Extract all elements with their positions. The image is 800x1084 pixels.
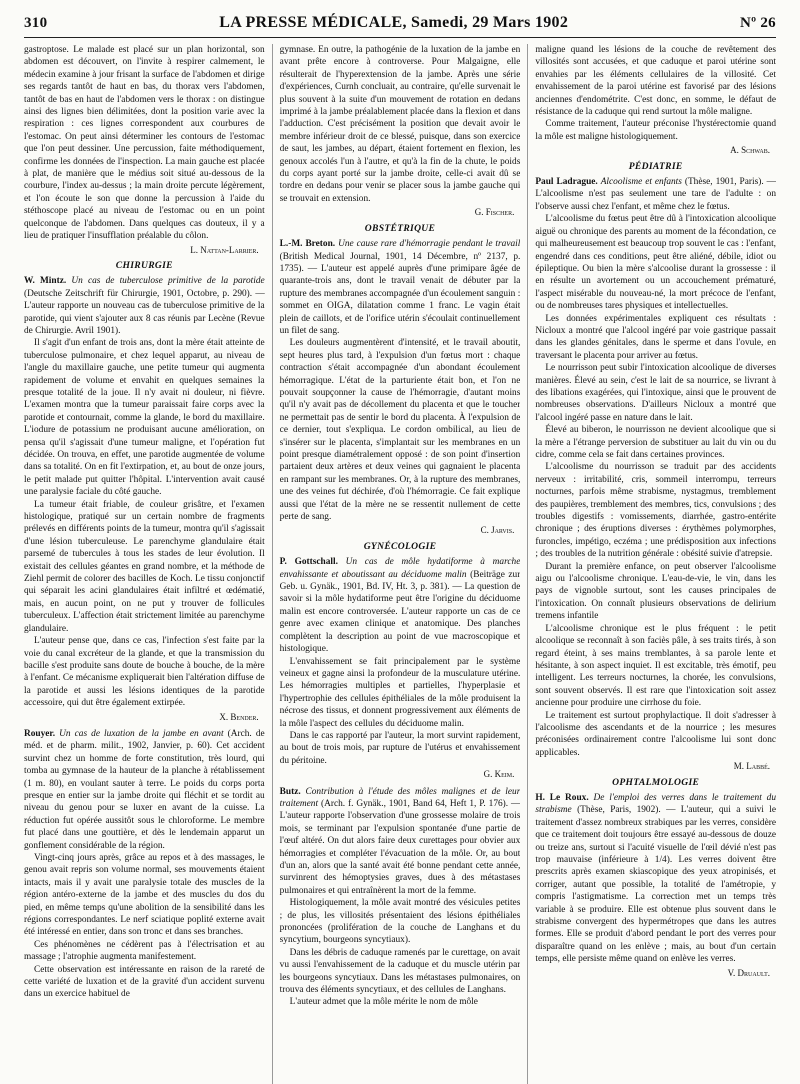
column-2	[272, 44, 521, 1084]
page-number: 310	[24, 15, 48, 31]
paragraph: Cette observation est intéressante en raison de la rareté de cette variété de luxation et de la gravité d'un accident survenu dans un exercice habituel de	[24, 964, 265, 1000]
paragraph: maligne quand les lésions de la couche de revêtement des villosités sont accusées, et que caduque et paroi utérine sont envahies par les éléments cellulaires de la villosité. Cet envahissement de la paroi utérine est favorisé par des lésions anciennes d'endométrite. C'est donc, en somme, le défaut de résistance de la caduque qui rend surtout la môle maligne.	[535, 45, 776, 118]
article-author: Paul Ladrague.	[535, 177, 598, 188]
paragraph: L'alcoolisme chronique est le plus fréquent : le petit alcoolique se reconnaît à son faciès pâle, à ses traits tirés, à son regard éteint, à ses mains tremblantes, à sa parole lente et hésitante, à son aspect inquiet. Il est excitable, très émotif, peu intelligent. Les terreurs nocturnes, la chorée, les convulsions, sont souvent observés. Il est rare que l'intoxication soit assez ancienne pour produire une cirrhose du foie.	[535, 623, 776, 709]
gastroptose-article-end	[24, 44, 265, 256]
article-title: Une cause rare d'hémorragie pendant le travail	[338, 239, 521, 250]
article-lead	[535, 176, 776, 213]
article-lead-text: (Thèse, Paris, 1902). — L'auteur, qui a suivi le traitement d'assez nombreux strabiques par les verres, considère que ce traitement doit toujours être essayé au-dessous de douze ou treize ans, surtout si l'acuité visuelle de l'œil dévié n'est pas trop mauvaise (inférieure à 1/4). Les verres doivent être prescrits après examen skiascopique des yeux atropinisés, et corriger, autant que possible, la totalité de l'amétropie, y compris l'astigmatisme. La correction met un temps très variable à se produire. Elle est obtenue plus souvent dans le strabisme convergent des hypermétropes que dans les autres formes. Elle se produit d'abord pendant le port des verres pour disparaître quand on les enlève ; mais, au bout d'un certain temps, elle persiste même quand on enlève les verres.	[535, 805, 776, 965]
article-lead-text: (Beiträge zur Geb. u. Gynäk., 1901, Bd. IV, Ht. 3, p. 381). — La question de savoir si la môle hydatiforme peut être l'origine du déciduome malin est encore controversée. L'auteur rapporte un cas de ce genre avec examen clinique et anatomique. Des planches complètent la description au point de vue macroscopique et histologique.	[279, 569, 521, 655]
signature: G. Fischer.	[474, 207, 515, 218]
article-breton	[280, 238, 521, 537]
article-lead	[280, 786, 521, 898]
article-gottschall	[280, 556, 521, 780]
journal-title: LA PRESSE MÉDICALE, Samedi, 29 Mars 1902	[219, 14, 569, 31]
article-lead	[280, 238, 521, 337]
paragraph: Histologiquement, la môle avait montré des vésicules petites ; de plus, les villosités présentaient des lésions épithéliales prononcées (prolifération de la couche de Langhans et du syncytium, bourgeons syncytiaux).	[279, 898, 521, 946]
section-heading-chirurgie: CHIRURGIE	[115, 259, 173, 271]
signature: V. Druault.	[727, 967, 771, 978]
signature: L. Nattan-Larrier.	[190, 244, 259, 255]
signature: C. Jarvis.	[480, 525, 515, 536]
article-ladrague	[535, 176, 776, 773]
column-1	[24, 44, 265, 1084]
article-lead	[24, 275, 265, 337]
paragraph: Durant la première enfance, on peut observer l'alcoolisme aigu ou l'alcoolisme chronique. L'eau-de-vie, le vin, dans les pays de vignoble surtout, sont les causes principales de l'intoxication. On connaît plusieurs observations de delirium tremens infantile	[535, 561, 776, 622]
signature: M. Labbé.	[733, 761, 771, 772]
signature: G. Keim.	[483, 769, 515, 780]
article-title: Contribution à l'étude des môles malignes et de leur traitement	[279, 786, 521, 809]
signature: A. Schwab.	[730, 145, 771, 156]
paragraph: L'auteur admet que la môle mérite le nom de môle	[289, 997, 478, 1008]
paragraph: Comme traitement, l'auteur préconise l'hystérectomie quand la môle est maligne histologiquement.	[535, 119, 776, 142]
issue-number: Nº 26	[739, 15, 776, 31]
paragraph: Le traitement est surtout prophylactique. Il doit s'adresser à l'alcoolisme des ascendants et de la nourrice ; les mesures préconisées ordinairement contre l'alcoolisme lui sont donc applicables.	[535, 710, 776, 758]
paragraph: gymnase. En outre, la pathogénie de la luxation de la jambe en avant prête encore à controverse. Pour Malgaigne, elle résulterait de l'hyperextension de la jambe. Après une série d'expériences, Curnh concluait, au contraire, qu'elle survenait le plus souvent à la suite d'un mouvement de rotation en dedans imprimé à la jambe préalablement placée dans la flexion et dans l'adduction. C'est précisément la position que devait avoir le membre inférieur droit de ce blessé, puisque, dans son exercice de saut, les jambes, au départ, étaient fortement en flexion, les genoux accolés l'un à l'autre, et qu'à la fin de la chute, le poids du corps ayant porté sur la jambe droite, celle-ci avait dû se tordre en dedans pour venir se placer sous la jambe gauche qui se trouvait en extension.	[279, 45, 521, 204]
paragraph: Vingt-cinq jours après, grâce au repos et à des massages, le genou avait repris son volume normal, ses mouvements étaient intacts, mais il y avait une paralysie totale des muscles de la région antéro-externe de la jambe et des muscles du dos du pied, en même temps qu'une abolition de la sensibilité dans les régions correspondantes. Le nerf sciatique poplité externe avait été intéressé en entier, dans son tronc et dans ses branches.	[24, 853, 265, 938]
paragraph: Élevé au biberon, le nourrisson ne devient alcoolique que si la mère a l'étrange perversion de substituer au lait du vin ou du cidre, comme cela se fait dans certaines provinces.	[535, 425, 776, 460]
article-lead	[24, 728, 265, 852]
paragraph: L'alcoolisme du nourrisson se traduit par des accidents nerveux : irritabilité, cris, sommeil interrompu, terreurs nocturnes, parfois même strabisme, nystagmus, tremblement des paupières, tremblement des membres, tics, convulsions ; des troubles digestifs : vomissements, diarrhée, gastro-entérite chronique ; des éruptions diverses : érythèmes polymorphes, furoncles, impétigo, eczéma ; une prédisposition aux infections ; des troubles de la nutrition générale : obésité suivie d'atrepsie.	[535, 462, 776, 560]
paragraph: L'auteur pense que, dans ce cas, l'infection s'est faite par la voie du canal excréteur de la glande, et que la transmission du bacille s'est produite sans doute de bouche à bouche, de la mère à l'enfant. Ce mécanisme expliquerait bien l'altération diffuse de la parotide et aussi les lésions identiques de la parotide accessoire, qui dut être également extirpée.	[24, 636, 265, 709]
article-title: Un cas de luxation de la jambe en avant	[59, 728, 224, 739]
article-author: Rouyer.	[24, 728, 56, 739]
paragraph: L'envahissement se fait principalement par le système veineux et gagne ainsi la profondeur de la musculature utérine. Les hémorragies multiples et partielles, l'hyperplasie et l'hypertrophie des cellules épithéliales de la môle produisent la nécrose des tissus, et donnent progressivement aux éléments de la môle l'aspect des cellules du déciduome malin.	[279, 656, 521, 729]
article-lead-text: (Arch. f. Gynäk., 1901, Band 64, Heft 1, P. 176). — L'auteur rapporte l'observation d'une grossesse molaire de trois mois, se terminant par l'expulsion spontanée d'une partie de l'œuf altéré. On dut alors faire deux curettages pour obvier aux hémorragies et compléter l'évacuation de la môle. Or, au bout d'un an, alors que la santé avait été bonne pendant cette année, survinrent des hémoptysies graves, dues à des métastases pulmonaires et qui entraînèrent la mort de la femme.	[279, 798, 521, 896]
paragraph: Le nourrisson peut subir l'intoxication alcoolique de diverses manières. Élevé au sein, c'est le lait de sa nourrice, se livrant à des libations exagérées, qui l'intoxique, ainsi que le prouvent de nombreuses observations. D'ailleurs Nicloux a montré que l'alcool ingéré passe en nature dans le lait.	[535, 363, 776, 423]
article-title: De l'emploi des verres dans le traitement du strabisme	[535, 792, 776, 816]
article-rouyer	[24, 728, 265, 1001]
section-heading-ophtalmologie: OPHTALMOLOGIE	[612, 776, 700, 788]
article-lead-text: (Deutsche Zeitschrift für Chirurgie, 1901, Octobre, p. 290). — L'auteur rapporte un nouveau cas de tuberculose primitive de la parotide, qui vient s'ajouter aux 8 cas réunis par Lecène (Revue de Chirurgie. Avril 1901).	[24, 288, 265, 336]
article-author: Butz.	[279, 786, 301, 797]
paragraph: Il s'agit d'un enfant de trois ans, dont la mère était atteinte de tuberculose pulmonaire, et chez lequel apparut, au niveau de l'angle du maxillaire gauche, une petite tumeur qui augmenta rapidement de volume et envahit en quelques semaines la presque totalité de la joue. Il n'y avait ni douleur, ni fièvre. L'examen montra que la tumeur paraissait faire corps avec la parotide et contournait, comme la glande, le bord du maxillaire. L'iodure de potassium ne produisant aucune amélioration, on pensa qu'il s'agissait d'une tumeur maligne, et l'opération fut décidée. On trouva, en effet, une parotide augmentée de volume dans sa totalité. On en fit l'extirpation, et, au bout de onze jours, le petit malade put quitter l'hôpital. L'intervention avait causé une paralysie faciale du côté gauche.	[24, 338, 265, 498]
article-author: P. Gottschall.	[279, 557, 338, 568]
article-lead-text: (British Medical Journal, 1901, 14 Décembre, nº 2137, p. 1735). — L'auteur est appelé auprès d'une primipare âgée de quarante-trois ans, dont le travail venait de débuter par la rupture des membranes accompagnée d'un écoulement sanguin : sommet en OIGA, dilatation comme 1 franc. Le vagin était plein de caillots, et de l'orifice utérin s'écoulait continuellement un filet de sang.	[279, 251, 521, 336]
article-author: H. Le Roux.	[535, 792, 589, 803]
paragraph: Les données expérimentales expliquent ces résultats : Nicloux a montré que l'alcool ingéré par voie gastrique passait dans les glandes génitales, dans le sperme et dans l'ovule, en traversant le placenta pour arriver au fœtus.	[535, 313, 776, 361]
section-heading-pediatrie: PÉDIATRIE	[628, 160, 683, 172]
paragraph: Ces phénomènes ne cédèrent pas à l'électrisation et au massage ; l'atrophie augmenta manifestement.	[24, 939, 265, 963]
article-title: Un cas de môle hydatiforme à marche envahissante et aboutissant au déciduome malin	[279, 557, 521, 580]
column-3	[527, 44, 776, 1084]
article-lead-text: (Thèse, 1901, Paris). — L'alcoolisme n'est pas seulement une tare de l'adulte : on l'observe aussi chez l'enfant, et même chez le fœtus.	[535, 177, 776, 212]
signature: X. Bender.	[219, 711, 259, 722]
paragraph: Dans le cas rapporté par l'auteur, la mort survint rapidement, au bout de trois mois, par rupture de l'utérus et envahissement du péritoine.	[279, 730, 521, 766]
paragraph: gastroptose. Le malade est placé sur un plan horizontal, son abdomen est découvert, on l'invite à respirer calmement, le médecin examine à jour frisant la surface de l'abdomen et dirige ses regards tantôt de haut en bas, du thorax vers l'abdomen, tantôt de bas en haut de l'abdomen vers le thorax : on distingue ainsi des lignes bien délimitées, dont la position varie avec la respiration : ces lignes correspondent aux courbures de l'estomac. On peut ainsi déterminer les contours de l'estomac que l'on peut dessiner. Une percussion, faite méthodiquement, confirme les données de l'inspection. La main gauche est placée à plat, de manière que le médius soit situé au-dessous de la courbure, l'index au-dessus ; la main droite percute légèrement, et l'on écoute le son que donne la percussion à l'aide du stéthoscope placé au niveau de l'estomac ou en un point quelconque de l'abdomen. Dans quelques cas douteux, il y a lieu de pratiquer l'insufflation préalable du côlon.	[24, 45, 265, 242]
article-lead	[535, 792, 776, 966]
article-author: W. Mintz.	[24, 276, 67, 287]
paragraph: Les douleurs augmentèrent d'intensité, et le travail aboutit, sept heures plus tard, à l'expulsion d'un fœtus mort : chaque contraction s'était accompagnée d'un abondant écoulement hémorragique. L'état de la parturiente était bon, et l'on ne pouvait soupçonner la cause de l'hémorragie, d'autant moins qu'il n'y avait pas de décollement du placenta et que le toucher ne permettait pas de sentir le bord du placenta. À l'expulsion de ce dernier, tout s'expliqua. Le cordon ombilical, au lieu de s'insérer sur le placenta, s'implantait sur les membranes en un point presque diamétralement opposé : de son point d'insertion partaient deux artères et deux veines qui gagnaient le placenta en rampant sur les membranes. Or, à la rupture des membranes, une des veines fut déchirée, d'où l'hémorragie. Ce fait explique aussi que l'état de la mère ne se ressentit nullement de cette perte de sang.	[279, 338, 521, 523]
paragraph: L'alcoolisme du fœtus peut être dû à l'intoxication alcoolique aiguë ou chronique des parents au moment de la fécondation, ce qui malheureusement est beaucoup trop souvent le cas : l'enfant, engendré dans ces conditions, peut être aliéné, débile, idiot ou épileptique. Ou bien la mère s'alcoolise durant la grossesse : il en résulte un avortement ou un accouchement prématuré, l'aspect misérable du nouveau-né, la mort précoce de l'enfant, ou de nombreuses tares physiques et intellectuelles.	[535, 214, 776, 312]
article-butz	[280, 786, 521, 1009]
article-author: L.-M. Breton.	[279, 239, 336, 250]
article-title: Un cas de tuberculose primitive de la parotide	[71, 276, 265, 287]
article-lead	[280, 556, 521, 655]
article-lead-text: (Arch. de méd. et de pharm. milit., 1902, Janvier, p. 60). Cet accident survint chez un homme de forte constitution, très lourd, qui tomba au gymnase de la hauteur de la planche à rétablissement (1 m. 80), en voulant sauter à terre. Le poids du corps porta presque en entier sur la jambe droite qui fléchit et se tordit au niveau du genou pour se luxer en avant de la cuisse. La réduction fut opérée aussitôt sous le chloroforme. Le membre fut placé dans une gouttière, et dès le lendemain apparut un gonflement considérable de la région.	[24, 728, 265, 851]
article-title: Alcoolisme et enfants	[600, 177, 682, 188]
article-columns	[24, 44, 776, 1084]
paragraph: La tumeur était friable, de couleur grisâtre, et l'examen histologique, pratiqué sur un certain nombre de fragments prélevés en différents points de la tumeur, montra qu'il s'agissait d'une lésion tuberculeuse. Le parenchyme glandulaire était parsemé de tubercules à tous les stades de leur évolution. Il existait des cellules géantes en grand nombre, et la méthode de Ziehl permit de colorer des bacilles de Koch. Le tissu conjonctif qui séparait les acini glandulaires était infiltré et œdématié, mais, en aucun point, on ne put y trouver de follicules tuberculeux. L'affection était strictement limitée au parenchyme glandulaire.	[24, 499, 265, 634]
running-header	[24, 14, 776, 38]
article-mintz	[24, 275, 265, 723]
section-heading-gynecologie: GYNÉCOLOGIE	[363, 540, 437, 552]
section-heading-obstetrique: OBSTÉTRIQUE	[364, 222, 436, 234]
paragraph: Dans les débris de caduque ramenés par le curettage, on avait vu aussi l'envahissement de la caduque et du muscle utérin par les bourgeons syncytiaux. Dans les métastases pulmonaires, on trouva des éléments syncytiaux, et des cellules de Langhans.	[279, 947, 521, 996]
article-le-roux	[535, 792, 776, 979]
